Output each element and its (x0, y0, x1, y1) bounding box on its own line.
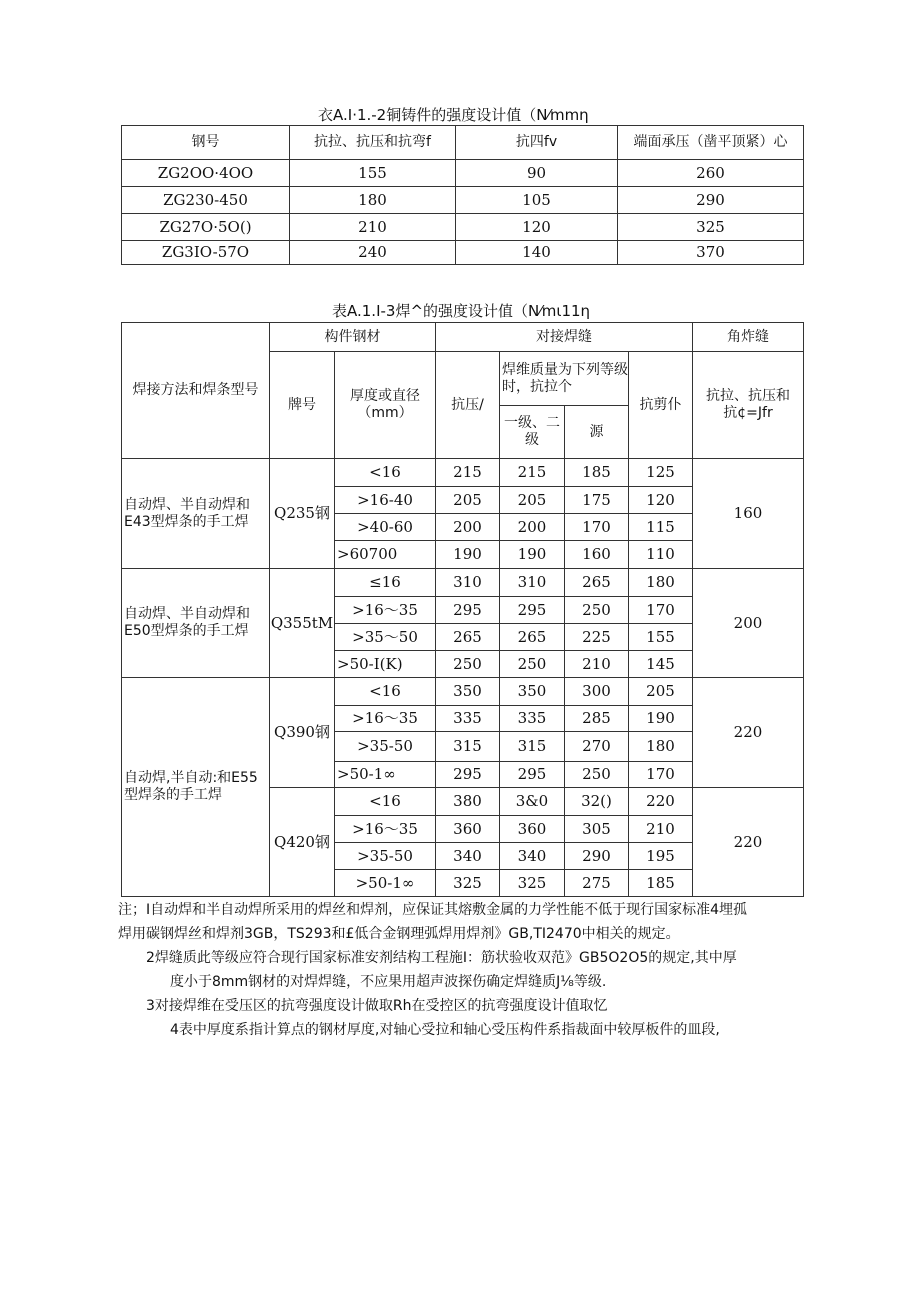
cell-value: 250 (565, 762, 629, 788)
cell-value: 90 (456, 160, 618, 187)
header-shear: 抗四fv (456, 126, 618, 160)
cell-value: 185 (565, 459, 629, 487)
cell-value: 295 (500, 762, 565, 788)
group-steel-grade: Q355tM (270, 569, 335, 678)
cell-thickness: >50-1∞ (335, 762, 436, 788)
table1-header-row (122, 126, 804, 160)
header-tension: 抗拉、抗压和抗弯f (290, 126, 456, 160)
cell-value: 265 (565, 569, 629, 597)
cell-thickness: >35-50 (335, 843, 436, 870)
cell-value: 110 (629, 541, 693, 569)
table1 (121, 125, 804, 265)
header-fillet-combined: 抗拉、抗压和抗¢=Jfr (693, 352, 804, 459)
header-thickness: 厚度或直径（mm） (335, 352, 436, 459)
cell-value: 295 (436, 597, 500, 624)
note-line: 3对接焊维在受压区的抗弯强度设计做取Rh在受控区的抗弯强度设计值取忆 (146, 998, 608, 1014)
cell-grade: ZG27O·5O() (122, 214, 290, 241)
header-steel-grade: 钢号 (122, 126, 290, 160)
cell-value: 210 (565, 651, 629, 678)
cell-value: 290 (565, 843, 629, 870)
cell-value: 335 (500, 706, 565, 732)
note-line: 注；I自动焊和半自动焊所采用的焊丝和焊剂，应保证其熔敷金属的力学性能不低于现行国家标准4埋孤 (118, 902, 748, 918)
cell-value: 170 (565, 514, 629, 541)
cell-grade: ZG230-450 (122, 187, 290, 214)
cell-value: 310 (436, 569, 500, 597)
cell-value: 360 (436, 816, 500, 843)
note-line: 4表中厚度系指计算点的钢材厚度,对轴心受拉和轴心受压构件系指裁面中较厚板件的皿段, (170, 1022, 720, 1038)
cell-value: 295 (500, 597, 565, 624)
cell-thickness: ≤16 (335, 569, 436, 597)
header-component-steel: 构件钢材 (270, 323, 436, 352)
cell-thickness: >40-60 (335, 514, 436, 541)
cell-value: 305 (565, 816, 629, 843)
cell-value: 370 (618, 241, 804, 265)
group-steel-grade: Q235钢 (270, 459, 335, 569)
cell-value: 260 (618, 160, 804, 187)
table-row (122, 160, 804, 187)
header-shear: 抗剪仆 (629, 352, 693, 459)
cell-value: 325 (618, 214, 804, 241)
cell-value: 120 (456, 214, 618, 241)
cell-fillet-value: 220 (693, 678, 804, 788)
cell-value: 325 (436, 870, 500, 897)
cell-value: 295 (436, 762, 500, 788)
cell-value: 115 (629, 514, 693, 541)
cell-value: 205 (629, 678, 693, 706)
group-weld-method: 自动焊,半自动:和E55型焊条的手工焊 (122, 678, 270, 897)
cell-value: 205 (500, 487, 565, 514)
cell-value: 360 (500, 816, 565, 843)
cell-value: 310 (500, 569, 565, 597)
note-line: 2焊缝质此等级应符合现行国家标准安剂结构工程施I：筋状验收双范》GB5O2O5的规定,其中厚 (146, 950, 737, 966)
cell-value: 250 (565, 597, 629, 624)
cell-value: 32() (565, 788, 629, 816)
cell-value: 290 (618, 187, 804, 214)
cell-thickness: >60700 (335, 541, 436, 569)
cell-thickness: >35～50 (335, 624, 436, 651)
cell-value: 325 (500, 870, 565, 897)
group-steel-grade: Q390钢 (270, 678, 335, 788)
cell-value: 210 (629, 816, 693, 843)
cell-value: 220 (629, 788, 693, 816)
table-row (122, 678, 804, 706)
cell-value: 225 (565, 624, 629, 651)
cell-value: 215 (436, 459, 500, 487)
cell-thickness: >50-I(K) (335, 651, 436, 678)
cell-thickness: <16 (335, 678, 436, 706)
header-weld-method: 焊接方法和焊条型号 (122, 323, 270, 459)
cell-thickness: <16 (335, 788, 436, 816)
cell-thickness: >16-40 (335, 487, 436, 514)
cell-value: 205 (436, 487, 500, 514)
cell-fillet-value: 220 (693, 788, 804, 897)
table2-header-row-1 (122, 323, 804, 352)
cell-value: 340 (436, 843, 500, 870)
cell-value: 160 (565, 541, 629, 569)
cell-grade: ZG3IO-57O (122, 241, 290, 265)
cell-value: 155 (290, 160, 456, 187)
header-end-bearing: 端面承压（凿平顶紧）心 (618, 126, 804, 160)
table-row (122, 569, 804, 597)
cell-thickness: >16～35 (335, 597, 436, 624)
cell-value: 120 (629, 487, 693, 514)
cell-value: 275 (565, 870, 629, 897)
cell-value: 265 (436, 624, 500, 651)
table-notes (118, 898, 747, 1042)
cell-value: 350 (436, 678, 500, 706)
cell-value: 190 (629, 706, 693, 732)
cell-value: 315 (436, 732, 500, 762)
table2 (121, 322, 804, 897)
cell-value: 145 (629, 651, 693, 678)
table1-caption: 衣A.I·1.-2铜铸件的强度设计值（N⁄mmη (318, 106, 589, 124)
cell-value: 125 (629, 459, 693, 487)
header-butt-weld: 对接焊缝 (436, 323, 693, 352)
cell-value: 170 (629, 762, 693, 788)
cell-value: 190 (436, 541, 500, 569)
header-quality-tension: 焊维质量为下列等级时，抗拉个 (500, 352, 629, 406)
table-row (122, 241, 804, 265)
table-row (122, 214, 804, 241)
cell-value: 195 (629, 843, 693, 870)
cell-value: 250 (436, 651, 500, 678)
cell-grade: ZG2OO·4OO (122, 160, 290, 187)
cell-fillet-value: 200 (693, 569, 804, 678)
cell-thickness: >16～35 (335, 706, 436, 732)
cell-value: 200 (436, 514, 500, 541)
cell-value: 180 (629, 732, 693, 762)
cell-value: 300 (565, 678, 629, 706)
cell-value: 180 (629, 569, 693, 597)
cell-value: 215 (500, 459, 565, 487)
header-level-3: 源 (565, 406, 629, 459)
cell-value: 315 (500, 732, 565, 762)
cell-value: 210 (290, 214, 456, 241)
cell-value: 335 (436, 706, 500, 732)
header-grade: 牌号 (270, 352, 335, 459)
cell-value: 175 (565, 487, 629, 514)
group-weld-method: 自动焊、半自动焊和E50型焊条的手工焊 (122, 569, 270, 678)
table2-caption: 表A.1.I-3焊^的强度设计值（N⁄mι11η (332, 302, 591, 320)
group-weld-method: 自动焊、半自动焊和E43型焊条的手工焊 (122, 459, 270, 569)
cell-value: 270 (565, 732, 629, 762)
cell-value: 170 (629, 597, 693, 624)
table-row (122, 187, 804, 214)
cell-thickness: >16～35 (335, 816, 436, 843)
cell-thickness: >35-50 (335, 732, 436, 762)
cell-thickness: <16 (335, 459, 436, 487)
header-level-1-2: 一级、二级 (500, 406, 565, 459)
cell-value: 140 (456, 241, 618, 265)
cell-value: 185 (629, 870, 693, 897)
note-line: 度小于8mm钢材的对焊焊缝，不应果用超声波探伤确定焊缝质J⅛等级. (170, 974, 607, 990)
cell-value: 340 (500, 843, 565, 870)
cell-value: 105 (456, 187, 618, 214)
cell-value: 3&0 (500, 788, 565, 816)
note-line: 焊用碳钢焊丝和焊剂3GB，TS293和£低合金钢理弧焊用焊剂》GB,TI2470中相关的规定。 (118, 926, 680, 942)
cell-value: 265 (500, 624, 565, 651)
group-steel-grade: Q420钢 (270, 788, 335, 897)
cell-value: 180 (290, 187, 456, 214)
cell-value: 285 (565, 706, 629, 732)
header-fillet-weld: 角炸缝 (693, 323, 804, 352)
cell-thickness: >50-1∞ (335, 870, 436, 897)
cell-value: 200 (500, 514, 565, 541)
cell-value: 250 (500, 651, 565, 678)
cell-value: 380 (436, 788, 500, 816)
cell-value: 240 (290, 241, 456, 265)
cell-value: 350 (500, 678, 565, 706)
cell-value: 190 (500, 541, 565, 569)
cell-value: 155 (629, 624, 693, 651)
header-compression: 抗压/ (436, 352, 500, 459)
table-row (122, 459, 804, 487)
cell-fillet-value: 160 (693, 459, 804, 569)
